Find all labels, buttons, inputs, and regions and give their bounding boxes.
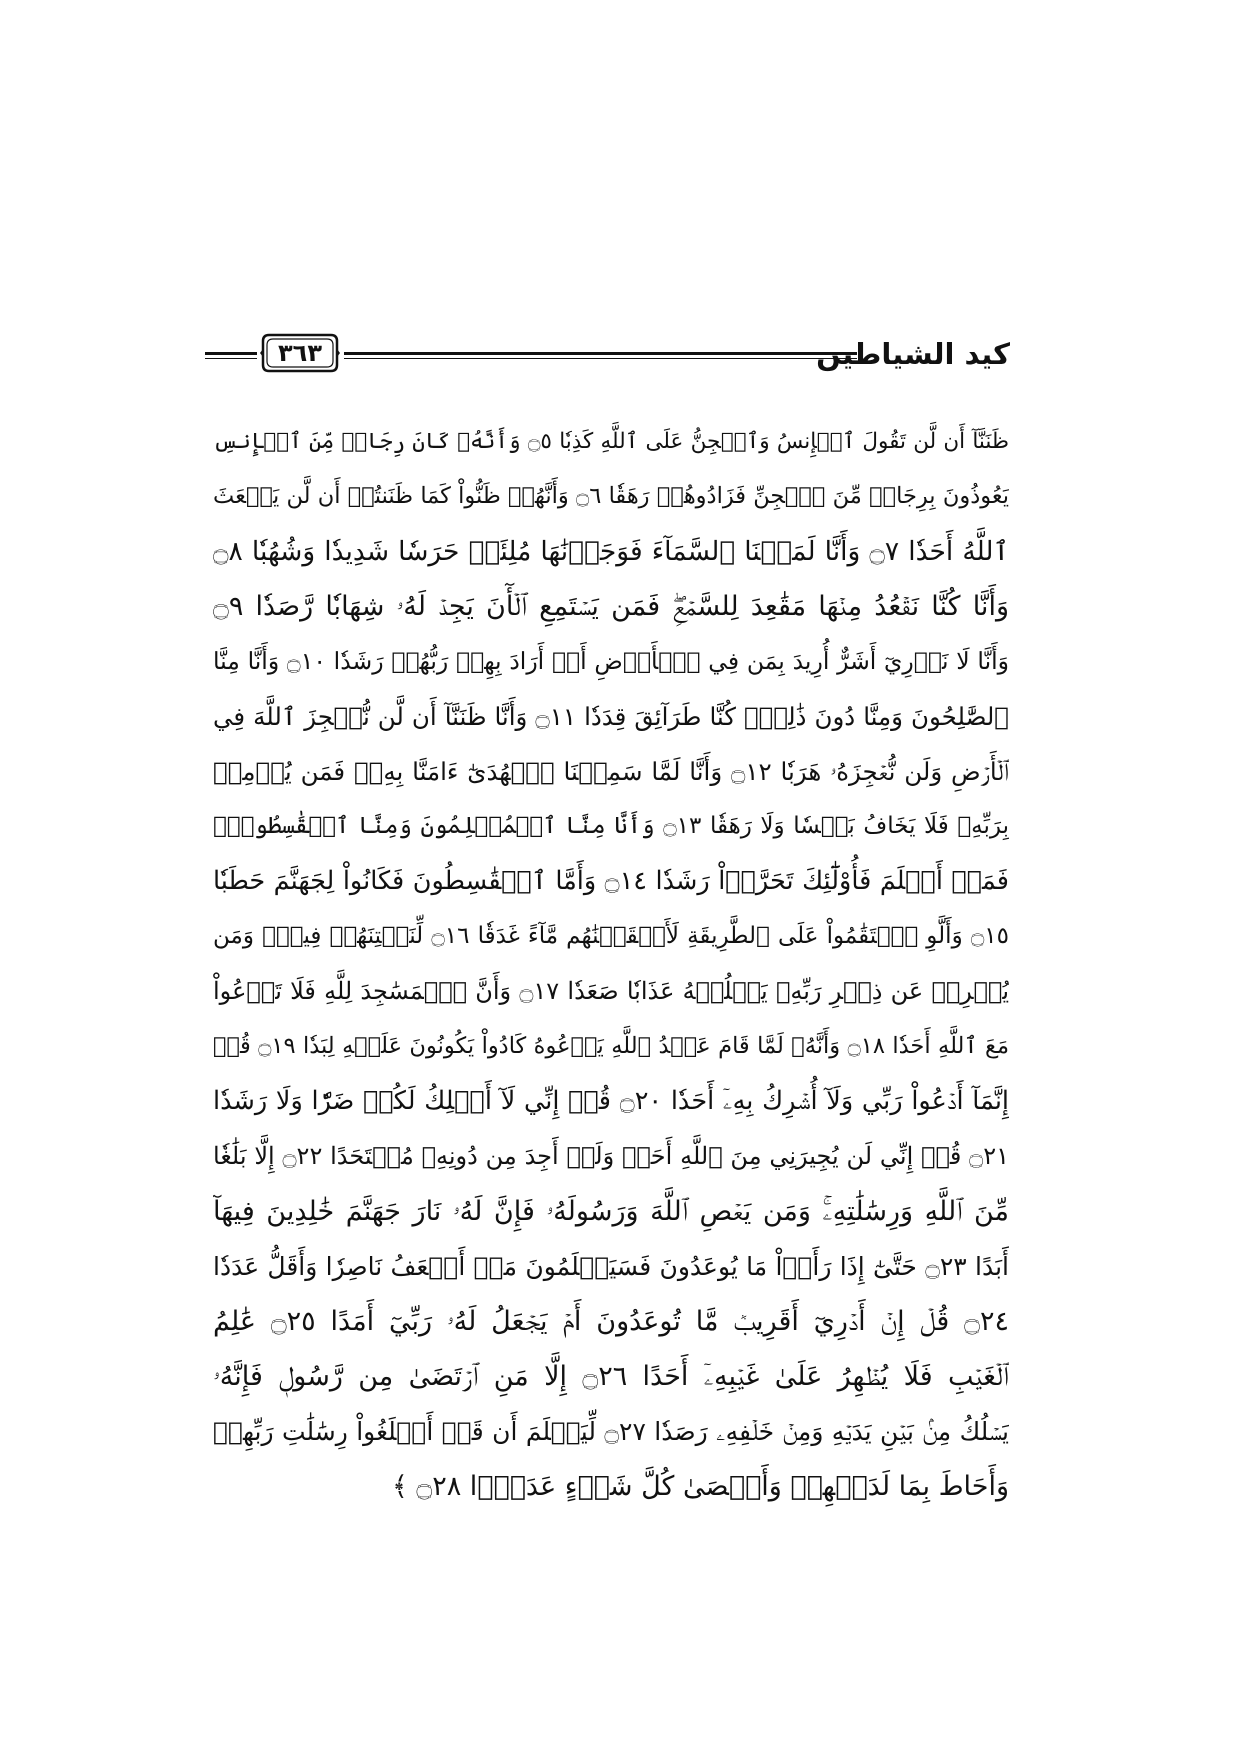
page-number: ٣٦٣	[278, 339, 322, 367]
text-line: يَعُوذُونَ بِرِجَالٖ مِّنَ ٱلۡجِنِّ فَزَادُوهُمۡ رَهَقٗا ۝٦ وَأَنَّهُمۡ ظَنُّواْ كَمَا ظَنَنتُمۡ أَن لَّن يَبۡعَثَ	[213, 483, 1009, 509]
text-line: وَأَنَّا لَا نَدۡرِيٓ أَشَرٌّ أُرِيدَ بِمَن فِي ٱلۡأَرۡضِ أَمۡ أَرَادَ بِهِمۡ رَبُّهُمۡ رَشَدٗا ۝١٠ وَأَنَّا مِنَّا	[213, 647, 1009, 675]
text-line: وَأَحَاطَ بِمَا لَدَيۡهِمۡ وَأَحۡصَىٰ كُلَّ شَيۡءٍ عَدَدَۢا ۝٢٨ ﴾	[391, 1471, 1009, 1502]
page-header	[205, 328, 1010, 384]
text-line: يُعۡرِضۡ عَن ذِكۡرِ رَبِّهِۦ يَسۡلُكۡهُ عَذَابٗا صَعَدٗا ۝١٧ وَأَنَّ ٱلۡمَسَٰجِدَ لِلَّهِ فَلَا تَدۡعُواْ	[213, 977, 1009, 1005]
text-line: مَعَ ٱللَّهِ أَحَدٗا ۝١٨ وَأَنَّهُۥ لَمَّا قَامَ عَبۡدُ ٱللَّهِ يَدۡعُوهُ كَادُواْ يَكُونُونَ عَلَيۡهِ لِبَدٗا ۝١٩ قُلۡ	[213, 1033, 1009, 1059]
header-rule-left	[205, 352, 257, 355]
header-rule-right	[344, 352, 857, 355]
text-line: ۝٢٤ قُلۡ إِنۡ أَدۡرِيٓ أَقَرِيبٞ مَّا تُوعَدُونَ أَمۡ يَجۡعَلُ لَهُۥ رَبِّيٓ أَمَدًا ۝٢٥ عَٰلِمُ	[213, 1306, 1009, 1337]
text-line: إِنَّمَآ أَدۡعُواْ رَبِّي وَلَآ أُشۡرِكُ بِهِۦٓ أَحَدٗا ۝٢٠ قُلۡ إِنِّي لَآ أَمۡلِكُ لَكُمۡ ضَرّٗا وَلَا رَشَدٗا	[213, 1086, 1009, 1116]
text-line: بِرَبِّهِۦ فَلَا يَخَافُ بَخۡسٗا وَلَا رَهَقٗا ۝١٣ وَأَنَّا مِنَّا ٱلۡمُسۡلِمُونَ وَمِنَّا ٱلۡقَٰسِطُونَۖ	[213, 813, 1009, 839]
text-line: ٱلصَّٰلِحُونَ وَمِنَّا دُونَ ذَٰلِكَۖ كُنَّا طَرَآئِقَ قِدَدٗا ۝١١ وَأَنَّا ظَنَنَّآ أَن لَّن نُّعۡجِزَ ٱللَّهَ فِي	[213, 702, 1009, 731]
text-line: ظَنَنَّآ أَن لَّن تَقُولَ ٱلۡإِنسُ وَٱلۡجِنُّ عَلَى ٱللَّهِ كَذِبٗا ۝٥ وَأَنَّهُۥ كَانَ رِجَالٞ مِّنَ ٱلۡإِنسِ	[213, 429, 1009, 454]
text-line: فَمَنۡ أَسۡلَمَ فَأُوْلَٰٓئِكَ تَحَرَّوۡاْ رَشَدٗا ۝١٤ وَأَمَّا ٱلۡقَٰسِطُونَ فَكَانُواْ لِجَهَنَّمَ حَطَبٗا	[213, 866, 1009, 896]
quran-text-block	[213, 414, 1009, 1514]
text-line: ۝١٥ وَأَلَّوِ ٱسۡتَقَٰمُواْ عَلَى ٱلطَّرِيقَةِ لَأَسۡقَيۡنَٰهُم مَّآءً غَدَقٗا ۝١٦ لِّنَفۡتِنَهُمۡ فِيهِۚ وَمَن	[213, 923, 1009, 949]
text-line: ۝٢١ قُلۡ إِنِّي لَن يُجِيرَنِي مِنَ ٱللَّهِ أَحَدٞ وَلَنۡ أَجِدَ مِن دُونِهِۦ مُلۡتَحَدًا ۝٢٢ إِلَّا بَلَٰغٗا	[213, 1142, 1009, 1170]
text-line: مِّنَ ٱللَّهِ وَرِسَٰلَٰتِهِۦۚ وَمَن يَعۡصِ ٱللَّهَ وَرَسُولَهُۥ فَإِنَّ لَهُۥ نَارَ جَهَنَّمَ خَٰلِدِينَ فِيهَآ	[213, 1196, 1009, 1227]
page-number-frame	[259, 332, 341, 374]
running-title: كيد الشياطين	[816, 337, 1010, 371]
text-line: يَسۡلُكُ مِنۢ بَيۡنِ يَدَيۡهِ وَمِنۡ خَلۡفِهِۦ رَصَدٗا ۝٢٧ لِّيَعۡلَمَ أَن قَدۡ أَبۡلَغُواْ رِسَٰلَٰتِ رَبِّهِمۡ	[213, 1417, 1009, 1446]
text-line: ٱللَّهُ أَحَدٗا ۝٧ وَأَنَّا لَمَسۡنَا ٱلسَّمَآءَ فَوَجَدۡنَٰهَا مُلِئَتۡ حَرَسٗا شَدِيدٗا وَشُهُبٗا ۝٨	[213, 536, 1009, 567]
text-line: ٱلۡغَيۡبِ فَلَا يُظۡهِرُ عَلَىٰ غَيۡبِهِۦٓ أَحَدًا ۝٢٦ إِلَّا مَنِ ٱرۡتَضَىٰ مِن رَّسُولٖ فَإِنَّهُۥ	[213, 1361, 1009, 1392]
text-line: أَبَدًا ۝٢٣ حَتَّىٰٓ إِذَا رَأَوۡاْ مَا يُوعَدُونَ فَسَيَعۡلَمُونَ مَنۡ أَضۡعَفُ نَاصِرٗا وَأَقَلُّ عَدَدٗا	[213, 1252, 1009, 1281]
text-line: وَأَنَّا كُنَّا نَقۡعُدُ مِنۡهَا مَقَٰعِدَ لِلسَّمۡعِۖ فَمَن يَسۡتَمِعِ ٱلۡأٓنَ يَجِدۡ لَهُۥ شِهَابٗا رَّصَدٗا ۝٩	[213, 591, 1009, 622]
text-line: ٱلۡأَرۡضِ وَلَن نُّعۡجِزَهُۥ هَرَبٗا ۝١٢ وَأَنَّا لَمَّا سَمِعۡنَا ٱلۡهُدَىٰٓ ءَامَنَّا بِهِۦۖ فَمَن يُؤۡمِنۢ	[213, 757, 1009, 786]
